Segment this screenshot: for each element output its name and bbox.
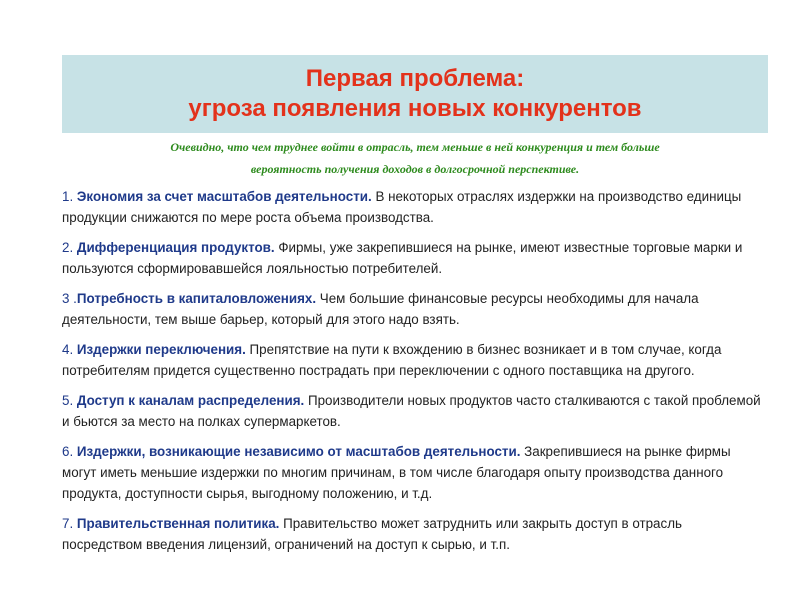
item-heading: Экономия за счет масштабов деятельности.: [76, 189, 372, 204]
item-number: 5.: [62, 393, 74, 408]
item-heading: Издержки переключения.: [76, 342, 246, 357]
list-item-3: [62, 288, 762, 330]
barriers-list: [62, 186, 762, 564]
list-item-6: [62, 441, 762, 504]
item-number: 7.: [62, 516, 74, 531]
item-number: 6.: [62, 444, 74, 459]
list-item-1: [62, 186, 762, 228]
subtitle-line-1: Очевидно, что чем труднее войти в отрасль, тем меньше в ней конкуренция и тем больше: [170, 140, 660, 154]
title-band: [62, 55, 768, 133]
item-text: Препятствие на пути к вхождению в бизнес возникает и в том случае, когда потребителям придется существенно пострадать при переключении с одного поставщика на другого.: [62, 342, 722, 378]
slide-title-line-2: угроза появления новых конкурентов: [188, 95, 642, 122]
slide-subtitle: [62, 136, 768, 180]
item-text: Производители новых продуктов часто сталкиваются с такой проблемой и бьются за место на полках супермаркетов.: [62, 393, 761, 429]
item-text: В некоторых отраслях издержки на производство единицы продукции снижаются по мере роста объема производства.: [62, 189, 742, 225]
item-heading: Правительственная политика.: [76, 516, 280, 531]
list-item-5: [62, 390, 762, 432]
item-heading: Доступ к каналам распределения.: [76, 393, 305, 408]
item-text: Фирмы, уже закрепившиеся на рынке, имеют известные торговые марки и пользуются сформировавшейся лояльностью потребителей.: [62, 240, 743, 276]
slide-title-line-1: Первая проблема:: [305, 65, 525, 92]
subtitle-line-2: вероятность получения доходов в долгосрочной перспективе.: [250, 162, 580, 176]
item-number: 3 .: [62, 291, 77, 306]
item-text: Закрепившиеся на рынке фирмы могут иметь меньшие издержки по многим причинам, в том числе благодаря опыту производства данного продукта, доступности сырья, выгодному положению, и т.д.: [62, 444, 731, 501]
list-item-7: [62, 513, 762, 555]
item-number: 4.: [62, 342, 74, 357]
item-text: Чем большие финансовые ресурсы необходимы для начала деятельности, тем выше барьер, который для этого надо взять.: [62, 291, 699, 327]
item-heading: Издержки, возникающие независимо от масштабов деятельности.: [76, 444, 521, 459]
item-text: Правительство может затруднить или закрыть доступ в отрасль посредством введения лицензий, ограничений на доступ к сырью, и т.п.: [62, 516, 682, 552]
item-heading: Дифференциация продуктов.: [76, 240, 275, 255]
item-number: 2.: [62, 240, 74, 255]
item-number: 1.: [62, 189, 74, 204]
list-item-4: [62, 339, 762, 381]
item-heading: Потребность в капиталовложениях.: [76, 291, 317, 306]
list-item-2: [62, 237, 762, 279]
